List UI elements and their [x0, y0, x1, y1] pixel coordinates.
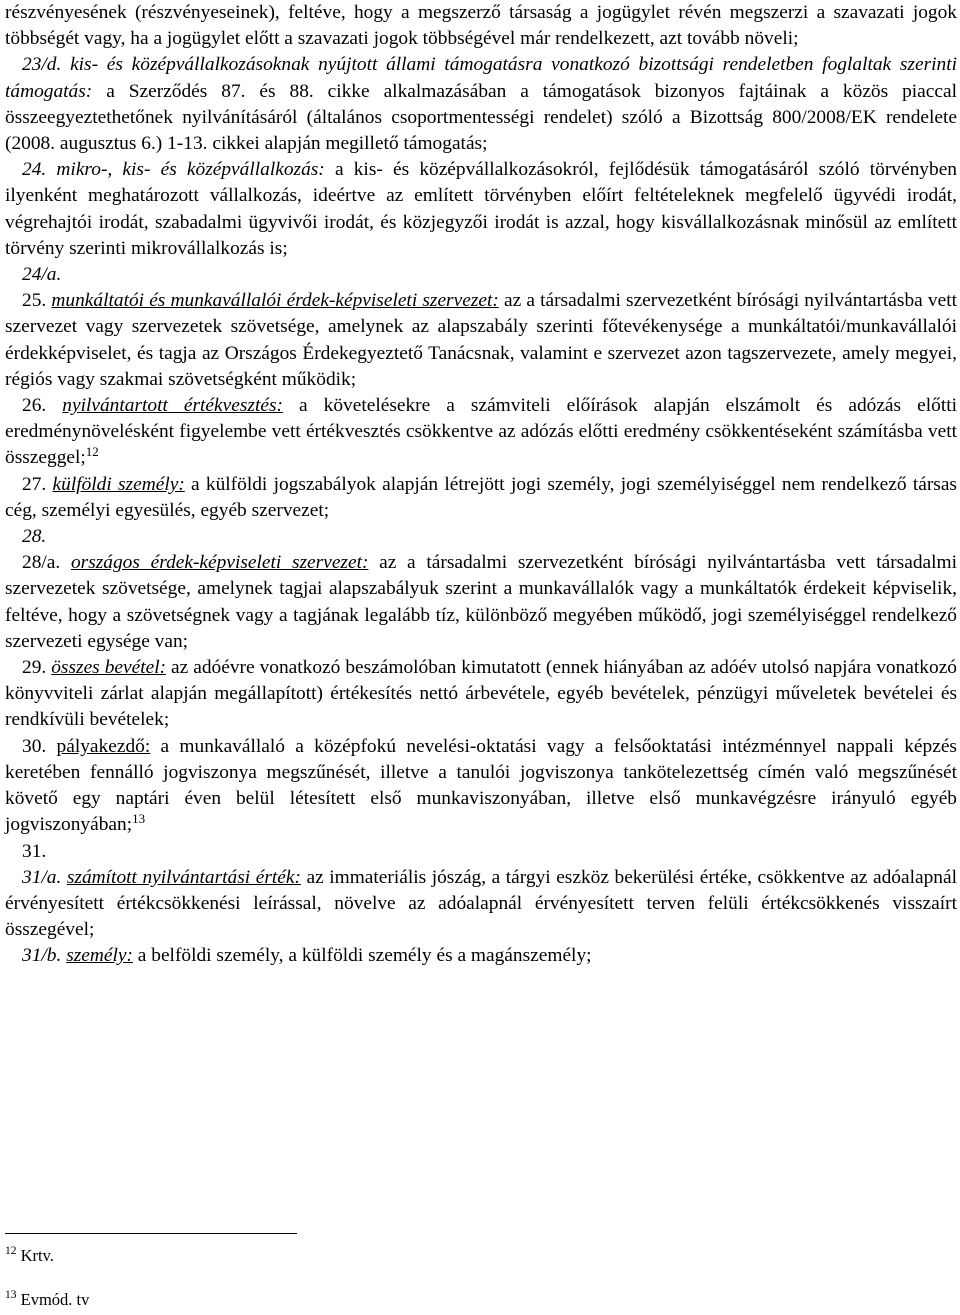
- footnote-number: 13: [5, 1289, 17, 1301]
- item-number: 28.: [22, 526, 47, 548]
- defined-term: munkáltatói és munkavállalói érdek-képviseleti szervezet:: [51, 290, 499, 312]
- definition-text: a követelésekre a számviteli előírások alapján elszámolt és adózás előtti eredménynövelésként figyelembe vett értékvesztés csökkentve az adózás előtti eredmény csökkentéseként számításba vett összeggel;: [5, 395, 957, 469]
- paragraph-24: [5, 157, 957, 262]
- paragraph-31b: [5, 943, 957, 969]
- footnote-divider: [5, 1233, 297, 1234]
- defined-term: kis- és középvállalkozásoknak nyújtott állami támogatásra vonatkozó bizottsági rendeletben foglaltak szerinti támogatás:: [5, 54, 957, 102]
- item-number: 27.: [22, 473, 47, 495]
- paragraph-31: [5, 839, 957, 865]
- footnote-text: Evmód. tv: [20, 1290, 90, 1309]
- definition-text: az adóévre vonatkozó beszámolóban kimutatott (ennek hiányában az adóév utolsó napjára vonatkozó könyvviteli zárlat alapján megállapított) értékesítés nettó árbevétele, egyéb bevételek, pénzügyi műveletek bevételei és rendkívüli bevételek;: [5, 657, 957, 731]
- footnote-number: 12: [5, 1245, 17, 1257]
- paragraph-29: [5, 655, 957, 734]
- definition-text: az immateriális jószág, a tárgyi eszköz bekerülési értéke, csökkentve az adóalapnál érvényesített értékcsökkenési leírással, növelve az adóalapnál érvényesített terven felüli értékcsökkenés visszaírt összegével;: [5, 866, 957, 941]
- footnote-ref: 13: [132, 811, 146, 827]
- definition-text: a külföldi jogszabályok alapján létrejött jogi személy, jogi személyiséggel nem rendelkező társas cég, személyi egyesülés, egyéb szervezet;: [5, 473, 957, 521]
- item-number: 24.: [22, 159, 47, 181]
- item-number: 30.: [22, 735, 47, 757]
- footnote-text: Krtv.: [20, 1246, 54, 1265]
- defined-term: pályakezdő:: [56, 735, 151, 757]
- definition-text: a munkavállaló a középfokú nevelési-oktatási vagy a felsőoktatási intézménnyel nappali képzés keretében fennálló jogviszonya megszűnését, illetve a tanulói jogviszonya tankötelezettség címén való megszűnését követő egy naptári éven belül létesített első munkaviszonyában, illetve első munkavégzésre irányuló egyéb jogviszonyában;: [5, 735, 957, 836]
- item-number: 28/a.: [22, 552, 61, 574]
- item-number: 24/a.: [22, 264, 62, 286]
- item-number: 31.: [22, 840, 47, 862]
- paragraph-23d: [5, 52, 957, 157]
- defined-term: számított nyilvántartási érték:: [66, 866, 301, 888]
- body-text: [5, 0, 957, 970]
- defined-term: személy:: [66, 945, 133, 967]
- item-number: 23/d.: [22, 54, 62, 76]
- defined-term: összes bevétel:: [51, 657, 167, 679]
- paragraph-30: [5, 734, 957, 839]
- footnote-ref: 12: [85, 444, 99, 460]
- item-number: 31/a.: [22, 866, 62, 888]
- paragraph-27: [5, 472, 957, 524]
- paragraph-28: [5, 524, 957, 550]
- definition-text: a kis- és középvállalkozásokról, fejlődésük támogatásáról szóló törvényben ilyenként meghatározott vállalkozás, ideértve az említett törvényben előírt feltételeknek megfelelő ügyvédi irodát, végrehajtói irodát, szabadalmi ügyvivői irodát, és közjegyzői irodát is azzal, hogy kisvállalkozásnak minősül az említett törvény szerinti mikrovállalkozás is;: [5, 159, 957, 259]
- paragraph-24a: [5, 262, 957, 288]
- footnote-12: [5, 1246, 54, 1266]
- defined-term: országos érdek-képviseleti szervezet:: [70, 552, 369, 574]
- defined-term: nyilvántartott értékvesztés:: [62, 395, 283, 417]
- paragraph-31a: [5, 865, 957, 944]
- paragraph-28a: [5, 550, 957, 655]
- definition-text: a Szerződés 87. és 88. cikke alkalmazásában a támogatások bizonyos fajtáinak a közös piaccal összeegyeztethetőnek nyilvánításáról (általános csoportmentességi rendelet) szóló a Bizottság 800/2008/EK rendelete (2008. augusztus 6.) 1-13. cikkei alapján megillető támogatás;: [5, 80, 957, 155]
- defined-term: külföldi személy:: [52, 473, 185, 495]
- paragraph-25: [5, 288, 957, 393]
- defined-term: mikro-, kis- és középvállalkozás:: [56, 159, 325, 181]
- definition-text: az a társadalmi szervezetként bírósági nyilvántartásba vett szervezet vagy szervezetek szövetsége, amelynek az alapszabály szerinti főtevékenysége a munkáltatói/munkavállalói érdekképviselet, és tagja az Országos Érdekegyeztető Tanácsnak, valamint e szervezet azon tagszervezete, amely megyei, régiós vagy szakmai szövetségként működik;: [5, 290, 957, 390]
- item-number: 26.: [22, 395, 47, 417]
- definition-text: az a társadalmi szervezetként bírósági nyilvántartásba vett társadalmi szervezetek szövetsége, amelynek tagjai alapszabályuk szerint a munkavállalók vagy a munkáltatók érdekeit képviselik, feltéve, hogy a szövetségnek vagy a tagjának legalább tíz, különböző megyében működő, jogi személyiséggel rendelkező szervezeti egysége van;: [5, 552, 957, 652]
- item-number: 25.: [22, 290, 47, 312]
- paragraph-continuation: részvényesének (részvényeseinek), feltéve, hogy a megszerző társaság a jogügylet révén megszerzi a szavazati jogok többségét vagy, ha a jogügylet előtt a szavazati jogok többségével már rendelkezett, azt tovább növeli;: [5, 2, 957, 50]
- footnote-13: [5, 1290, 89, 1310]
- paragraph-26: [5, 393, 957, 472]
- definition-text: a belföldi személy, a külföldi személy és a magánszemély;: [132, 945, 592, 967]
- item-number: 31/b.: [22, 945, 62, 967]
- item-number: 29.: [22, 657, 47, 679]
